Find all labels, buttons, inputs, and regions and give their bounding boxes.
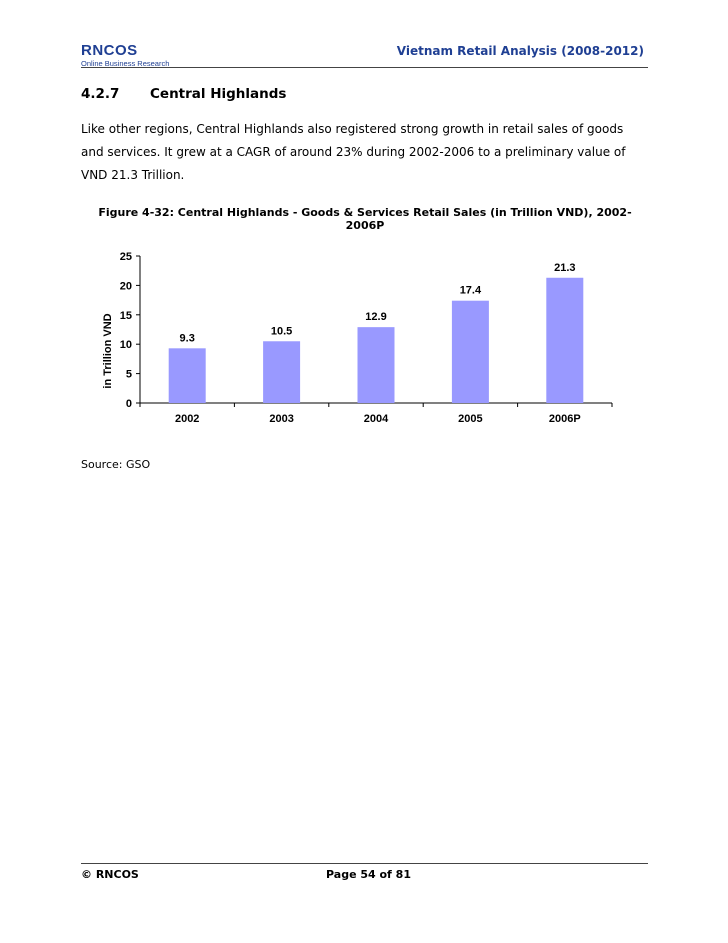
section-number: 4.2.7 [81, 86, 120, 102]
x-tick-label: 2006P [548, 413, 581, 425]
bar [169, 348, 206, 403]
bar-data-label: 12.9 [365, 311, 387, 324]
bar-data-label: 17.4 [459, 284, 482, 297]
section-title: Central Highlands [150, 86, 287, 102]
figure-caption: Figure 4-32: Central Highlands - Goods & Services Retail Sales (in Trillion VND), 2002-2006P [98, 206, 632, 232]
footer-copyright: © RNCOS [81, 868, 139, 881]
bar-data-label: 9.3 [179, 332, 195, 345]
bar-data-label: 21.3 [554, 261, 576, 274]
x-tick-label: 2003 [269, 413, 294, 425]
x-axis [140, 403, 612, 425]
y-tick-label: 15 [119, 309, 132, 322]
bar [358, 327, 395, 403]
y-axis-label: in Trillion VND [102, 313, 114, 389]
x-tick-label: 2005 [458, 413, 483, 425]
x-tick-label: 2002 [174, 413, 200, 425]
x-tick-label: 2004 [363, 413, 389, 425]
y-axis [120, 251, 140, 410]
bar-chart [90, 238, 630, 438]
bar [263, 341, 300, 403]
bar-series [169, 278, 584, 403]
page-number: Page 54 of 81 [326, 868, 411, 881]
bar [452, 301, 489, 403]
brand-logo: RNCOS [81, 42, 138, 59]
brand-tagline: Online Business Research [81, 59, 170, 68]
header-divider [81, 67, 648, 68]
y-tick-label: 10 [119, 339, 132, 352]
y-tick-label: 25 [119, 251, 132, 263]
footer-divider [81, 863, 648, 864]
bar [546, 278, 583, 403]
document-title: Vietnam Retail Analysis (2008-2012) [396, 44, 644, 58]
source-note: Source: GSO [81, 458, 151, 471]
y-tick-label: 5 [125, 368, 132, 381]
bar-data-label: 10.5 [270, 325, 293, 338]
body-paragraph: Like other regions, Central Highlands also registered strong growth in retail sales of goods and services. It grew at a CAGR of around 23% during 2002-2006 to a preliminary value of VND 21.3 Trillion. [81, 122, 626, 182]
y-tick-label: 0 [125, 398, 132, 410]
y-tick-label: 20 [119, 280, 132, 293]
